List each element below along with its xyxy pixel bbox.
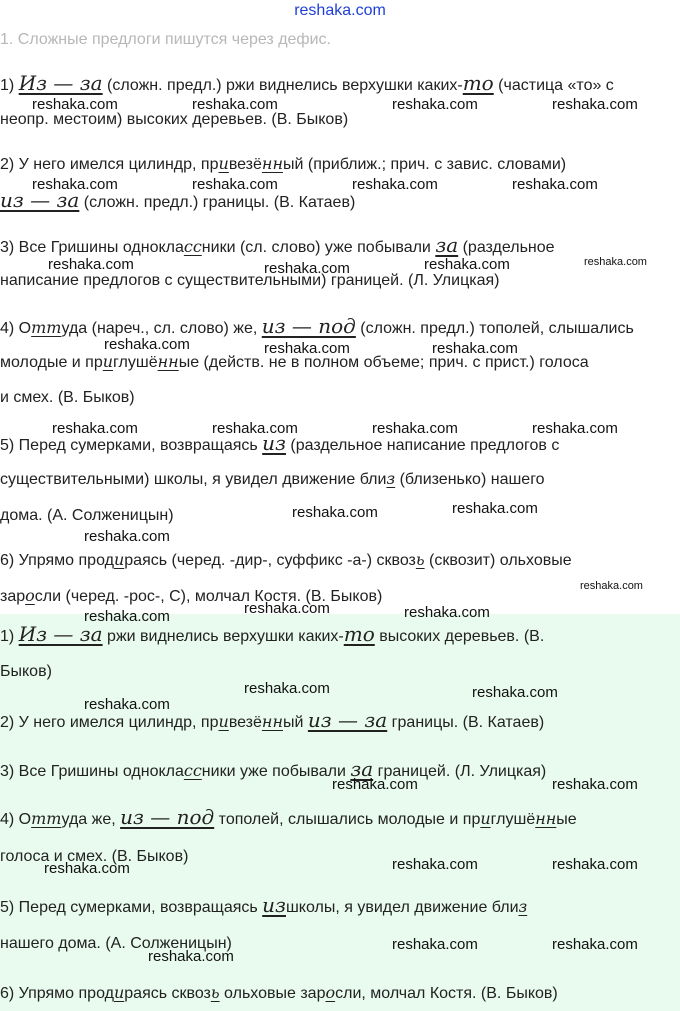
watermark: reshaka.com [552, 936, 638, 953]
watermark: reshaka.com [264, 340, 350, 357]
analysis-5-text-4: (близенько) нашего [395, 471, 545, 488]
watermark: reshaka.com [332, 776, 418, 793]
watermark: reshaka.com [552, 856, 638, 873]
analysis-5-line-2 [0, 469, 545, 490]
analysis-2-letter-i: и [218, 154, 229, 173]
watermark: reshaka.com [392, 856, 478, 873]
answer-1-word-iz-za: Из — за [18, 622, 103, 646]
analysis-4-letters-tt: тт [31, 318, 62, 337]
watermark: reshaka.com [192, 96, 278, 113]
analysis-2-letters-nn: нн [261, 154, 283, 173]
analysis-4-letter-i: и [102, 352, 114, 371]
analysis-1-line-1 [0, 73, 614, 96]
answer-6-letter-soft-sign: ь [210, 983, 220, 1002]
analysis-1-line-2: неопр. местоим) высоких деревьев. (В. Быков) [0, 111, 349, 128]
analysis-5-letter-z: з [386, 469, 396, 488]
watermark: reshaka.com [244, 600, 330, 617]
answer-2-text-4: границы. (В. Катаев) [387, 714, 545, 731]
analysis-2-line-1 [0, 154, 566, 175]
analysis-4-line-1 [0, 316, 634, 339]
analysis-1-text: (сложн. предл.) ржи виднелись верхушки каких- [102, 77, 463, 94]
answer-4-line-2: голоса и смех. (В. Быков) [0, 848, 189, 865]
analysis-5-text-3: существительными) школы, я увидел движение бли [0, 471, 387, 488]
watermark: reshaka.com [432, 340, 518, 357]
analysis-4-text-4: молодые и пр [0, 354, 103, 371]
analysis-3-line-2: написание предлогов с существительными) границей. (Л. Улицкая) [0, 272, 500, 289]
analysis-2-text-4: (сложн. предл.) границы. (В. Катаев) [79, 194, 356, 211]
watermark: reshaka.com [264, 260, 350, 277]
analysis-4-text: 4) О [0, 320, 32, 337]
answer-3-text-2: ники уже побывали [201, 763, 351, 780]
watermark: reshaka.com [552, 776, 638, 793]
analysis-6-text-2: раясь (черед. -дир-, суффикс -а-) сквоз [124, 552, 416, 569]
analysis-5-word-iz: из [262, 431, 286, 455]
answer-1-word-to: то [343, 622, 375, 646]
answer-4-text-2: уда же, [61, 811, 121, 828]
answer-1-line-2: Быков) [0, 663, 52, 680]
answer-6-letter-o: о [325, 983, 336, 1002]
analysis-5-line-3: дома. (А. Солженицын) [0, 507, 174, 524]
watermark: reshaka.com [392, 96, 478, 113]
analysis-2-line-2 [0, 190, 355, 213]
answer-2-letters-nn: нн [261, 712, 283, 731]
analysis-3-word-za: за [435, 233, 459, 257]
answer-4-letter-i: и [480, 809, 491, 828]
answer-5-word-iz: из [262, 893, 286, 917]
answer-3-letters-ss: сс [183, 761, 202, 780]
answer-6-text-4: сли, молчал Костя. (В. Быков) [335, 985, 558, 1002]
answer-6-line-1 [0, 983, 558, 1004]
analysis-1-word-iz-za: Из — за [18, 71, 103, 95]
watermark: reshaka.com [404, 604, 490, 621]
answer-3-line-1 [0, 759, 546, 782]
answer-5-line-2: нашего дома. (А. Солженицын) [0, 935, 232, 952]
answer-1-text-2: высоких деревьев. (В. [374, 628, 545, 645]
answer-3-text: 3) Все Гришины однокла [0, 763, 184, 780]
answer-3-word-za: за [350, 757, 374, 781]
watermark: reshaka.com [352, 176, 438, 193]
analysis-1-word-to: то [462, 71, 494, 95]
answer-2-text-2: везё [228, 714, 262, 731]
answer-4-line-1 [0, 807, 577, 830]
analysis-4-text-5: глушё [113, 354, 158, 371]
watermark: reshaka.com [212, 420, 298, 437]
analysis-1-number: 1) [0, 77, 15, 94]
analysis-3-text: 3) Все Гришины однокла [0, 239, 184, 256]
analysis-6-letter-i: и [113, 550, 125, 569]
watermark: reshaka.com [32, 96, 118, 113]
answer-2-text-3: ый [283, 714, 308, 731]
watermark: reshaka.com [552, 96, 638, 113]
answer-6-letter-i: и [113, 983, 125, 1002]
site-title[interactable]: reshaka.com [294, 2, 386, 19]
answer-5-line-1 [0, 895, 527, 918]
answer-4-word-iz-pod: из — под [120, 805, 215, 829]
watermark: reshaka.com [424, 256, 510, 273]
watermark: reshaka.com [192, 176, 278, 193]
analysis-2-text-2: везё [228, 156, 262, 173]
answer-6-text-3: ольховые зар [219, 985, 326, 1002]
analysis-4-line-3: и смех. (В. Быков) [0, 389, 135, 406]
watermark: reshaka.com [32, 176, 118, 193]
watermark: reshaka.com [84, 608, 170, 625]
analysis-2-text-3: ый (приближ.; прич. с завис. словами) [283, 156, 567, 173]
analysis-6-text-3: (сквозит) ольховые [424, 552, 572, 569]
analysis-6-text-4: зар [0, 588, 26, 605]
analysis-6-letter-soft-sign: ь [415, 550, 425, 569]
analysis-2-text: 2) У него имелся цилиндр, пр [0, 156, 219, 173]
watermark: reshaka.com [84, 696, 170, 713]
watermark: reshaka.com [84, 528, 170, 545]
watermark: reshaka.com [584, 256, 647, 268]
answer-5-text: 5) Перед сумерками, возвращаясь [0, 899, 263, 916]
analysis-6-line-1 [0, 550, 572, 571]
watermark: reshaka.com [148, 948, 234, 965]
watermark: reshaka.com [372, 420, 458, 437]
answer-4-text: 4) О [0, 811, 32, 828]
watermark: reshaka.com [104, 336, 190, 353]
answer-2-text: 2) У него имелся цилиндр, пр [0, 714, 219, 731]
answer-4-text-3: тополей, слышались молодые и пр [214, 811, 481, 828]
watermark: reshaka.com [392, 936, 478, 953]
answer-2-letter-i: и [218, 712, 229, 731]
answer-6-text-2: раясь сквоз [124, 985, 211, 1002]
watermark: reshaka.com [512, 176, 598, 193]
analysis-5-text-2: (раздельное написание предлогов с [285, 437, 560, 454]
answer-5-text-2: школы, я увидел движение бли [285, 899, 519, 916]
analysis-4-word-iz-pod: из — под [261, 314, 356, 338]
watermark: reshaka.com [452, 500, 538, 517]
answer-4-letters-nn: нн [535, 809, 557, 828]
analysis-1-text-2: (частица «то» с [493, 77, 614, 94]
analysis-5-text: 5) Перед сумерками, возвращаясь [0, 437, 263, 454]
analysis-3-text-3: (раздельное [458, 239, 555, 256]
watermark: reshaka.com [244, 680, 330, 697]
answer-1-number: 1) [0, 628, 15, 645]
analysis-3-text-2: ники (сл. слово) уже побывали [201, 239, 436, 256]
answer-1-text: ржи виднелись верхушки каких- [102, 628, 344, 645]
answer-6-text: 6) Упрямо прод [0, 985, 114, 1002]
answer-4-letters-tt: тт [31, 809, 62, 828]
answer-3-text-3: границей. (Л. Улицкая) [373, 763, 547, 780]
watermark: reshaka.com [532, 420, 618, 437]
analysis-4-text-3: (сложн. предл.) тополей, слышались [355, 320, 634, 337]
answer-1-line-1 [0, 624, 544, 647]
analysis-6-text: 6) Упрямо прод [0, 552, 114, 569]
answer-2-line-1 [0, 710, 544, 733]
analysis-4-letters-nn: нн [157, 352, 179, 371]
analysis-2-word-iz-za: из — за [0, 188, 80, 212]
answer-4-text-4: глушё [490, 811, 536, 828]
watermark: reshaka.com [580, 580, 643, 592]
analysis-6-text-5: сли (черед. -рос-, С), молчал Костя. (В. Быков) [34, 588, 383, 605]
analysis-4-text-2: уда (нареч., сл. слово) же, [61, 320, 262, 337]
analysis-3-line-1 [0, 235, 555, 258]
watermark: reshaka.com [52, 420, 138, 437]
answer-2-word-iz-za: из — за [307, 708, 388, 732]
answer-5-letter-z: з [518, 897, 528, 916]
watermark: reshaka.com [48, 256, 134, 273]
answer-4-text-5: ые [556, 811, 577, 828]
analysis-3-letters-ss: сс [183, 237, 202, 256]
watermark: reshaka.com [292, 504, 378, 521]
intro-rule: 1. Сложные предлоги пишутся через дефис. [0, 31, 331, 48]
watermark: reshaka.com [44, 860, 130, 877]
analysis-4-text-6: ые (действ. не в полном объеме; прич. с прист.) голоса [178, 354, 589, 371]
watermark: reshaka.com [472, 684, 558, 701]
analysis-6-letter-o: о [25, 586, 35, 605]
